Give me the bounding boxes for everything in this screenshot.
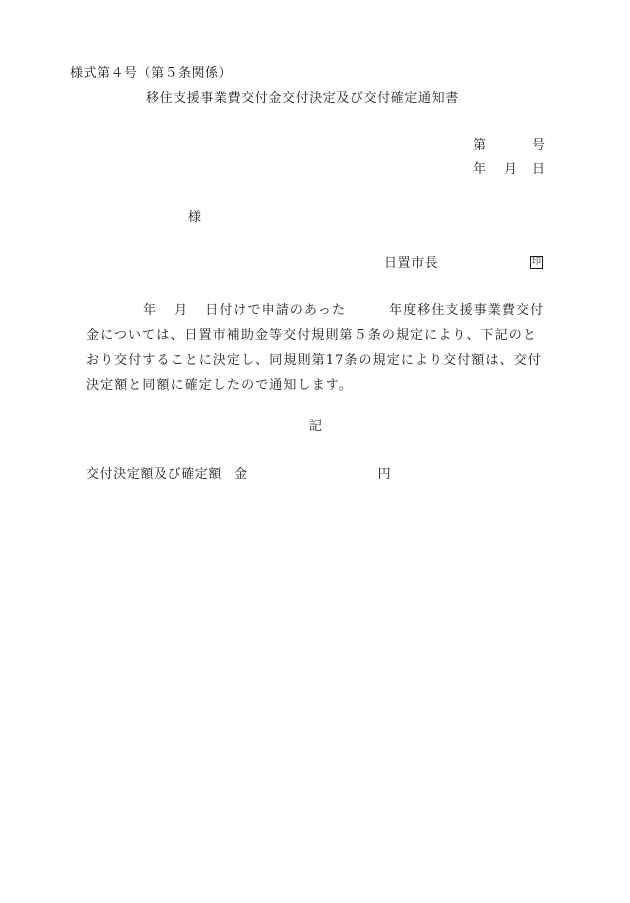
- issuer-name: 日置市長: [384, 256, 439, 271]
- seal-mark: 印: [531, 257, 541, 267]
- body-month: 月: [174, 303, 189, 318]
- form-number: 様式第４号（第５条関係）: [70, 66, 233, 81]
- body-line-4: 決定額と同額に確定したので通知します。: [86, 378, 353, 393]
- body-line-1: [86, 298, 561, 323]
- issue-date-month: 月: [504, 162, 518, 177]
- document-number-prefix: 第: [473, 138, 487, 153]
- amount-kin: 金: [234, 467, 248, 482]
- document-number-suffix: 号: [531, 138, 545, 153]
- body-year: 年: [143, 303, 158, 318]
- issue-date-day: 日: [531, 162, 545, 177]
- notice-body: [86, 298, 561, 398]
- amount-yen: 円: [377, 467, 392, 482]
- body-application-text: 日付けで申請のあった: [205, 303, 347, 318]
- addressee-honorific: 様: [188, 210, 202, 225]
- amount-label: 交付決定額及び確定額: [86, 467, 223, 482]
- document-title: 移住支援事業費交付金交付決定及び交付確定通知書: [146, 91, 459, 106]
- body-fiscal-year-text: 年度移住支援事業費交付: [389, 303, 545, 318]
- amount-line: [86, 468, 391, 481]
- ki-heading: 記: [309, 419, 323, 434]
- body-line-2: 金については、日置市補助金等交付規則第５条の規定により、下記のと: [86, 328, 537, 343]
- issue-date-year: 年: [473, 162, 487, 177]
- body-line-3: おり交付することに決定し、同規則第17条の規定により交付額は、交付: [86, 353, 542, 368]
